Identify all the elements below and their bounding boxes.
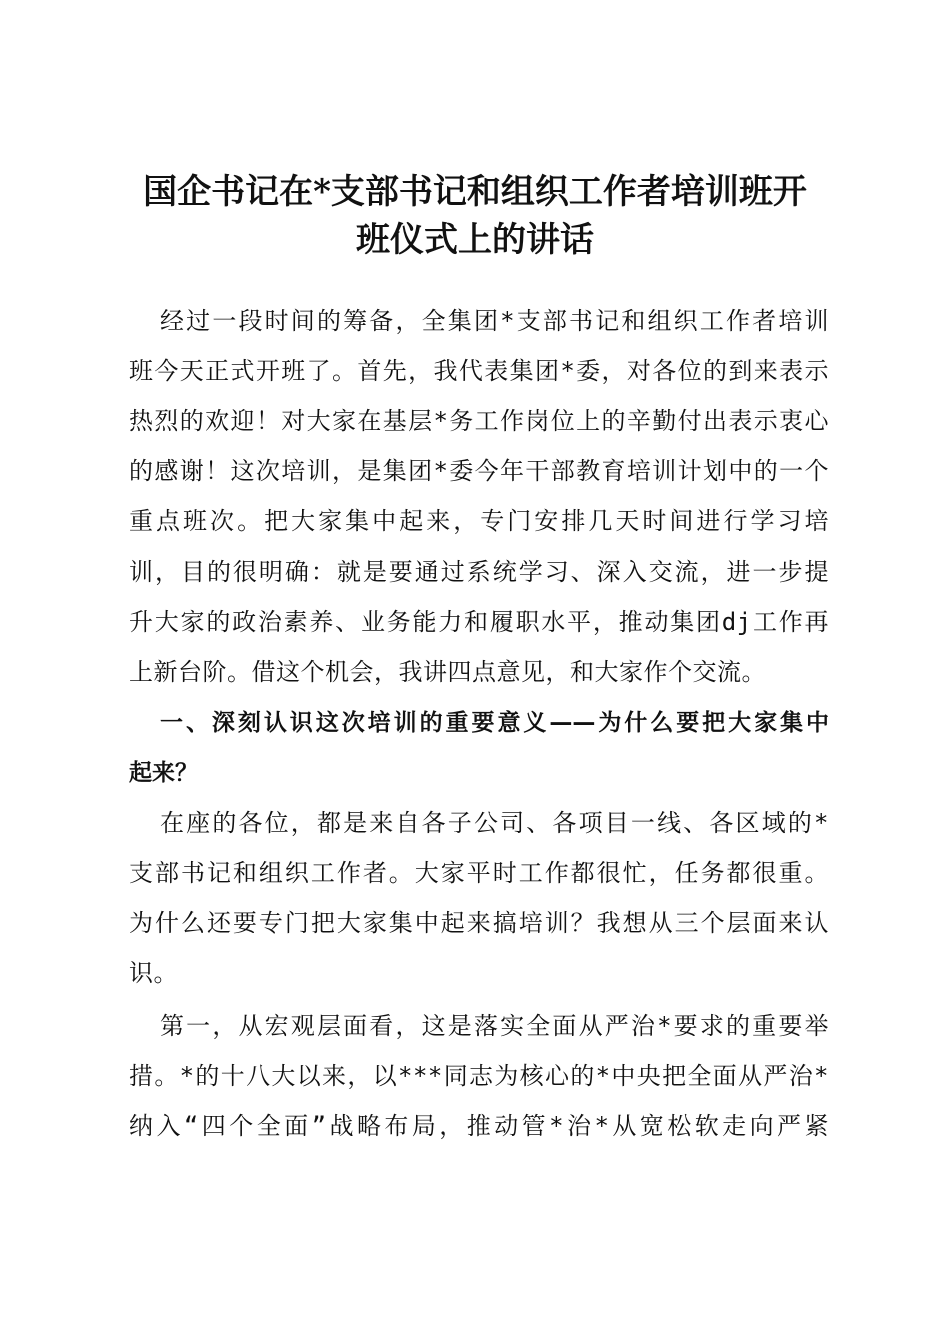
paragraph-1-line-1: 经过一段时间的筹备，全集团*支部书记和组织工作者培训: [160, 307, 829, 335]
paragraph-2-line-4: 识。: [129, 959, 178, 987]
paragraph-3-line-1: 第一，从宏观层面看，这是落实全面从严治*要求的重要举: [160, 1012, 829, 1040]
section-heading-1-line-2: 起来？: [129, 760, 198, 786]
paragraph-1-line-8: 上新台阶。借这个机会，我讲四点意见，和大家作个交流。: [129, 658, 766, 686]
paragraph-1-line-5: 重点班次。把大家集中起来，专门安排几天时间进行学习培: [129, 507, 829, 535]
document-title-line-2: 班仪式上的讲话: [356, 220, 594, 260]
section-heading-1-line-1: 一、深刻认识这次培训的重要意义——为什么要把大家集中: [160, 710, 829, 736]
document-title-line-1: 国企书记在*支部书记和组织工作者培训班开: [143, 172, 807, 212]
paragraph-1-line-3: 热烈的欢迎！对大家在基层*务工作岗位上的辛勤付出表示衷心: [129, 407, 829, 435]
paragraph-1-line-7: 升大家的政治素养、业务能力和履职水平，推动集团dj工作再: [129, 608, 829, 636]
paragraph-1-line-6: 训，目的很明确：就是要通过系统学习、深入交流，进一步提: [129, 558, 829, 586]
paragraph-3-line-2: 措。*的十八大以来，以***同志为核心的*中央把全面从严治*: [129, 1062, 829, 1090]
paragraph-3-line-3: 纳入“四个全面”战略布局，推动管*治*从宽松软走向严紧: [129, 1112, 829, 1140]
paragraph-2-line-1: 在座的各位，都是来自各子公司、各项目一线、各区域的*: [160, 809, 829, 837]
paragraph-2-line-2: 支部书记和组织工作者。大家平时工作都很忙，任务都很重。: [129, 859, 829, 887]
paragraph-1-line-2: 班今天正式开班了。首先，我代表集团*委，对各位的到来表示: [129, 357, 829, 385]
paragraph-2-line-3: 为什么还要专门把大家集中起来搞培训？我想从三个层面来认: [129, 909, 829, 937]
paragraph-1-line-4: 的感谢！这次培训，是集团*委今年干部教育培训计划中的一个: [129, 457, 829, 485]
